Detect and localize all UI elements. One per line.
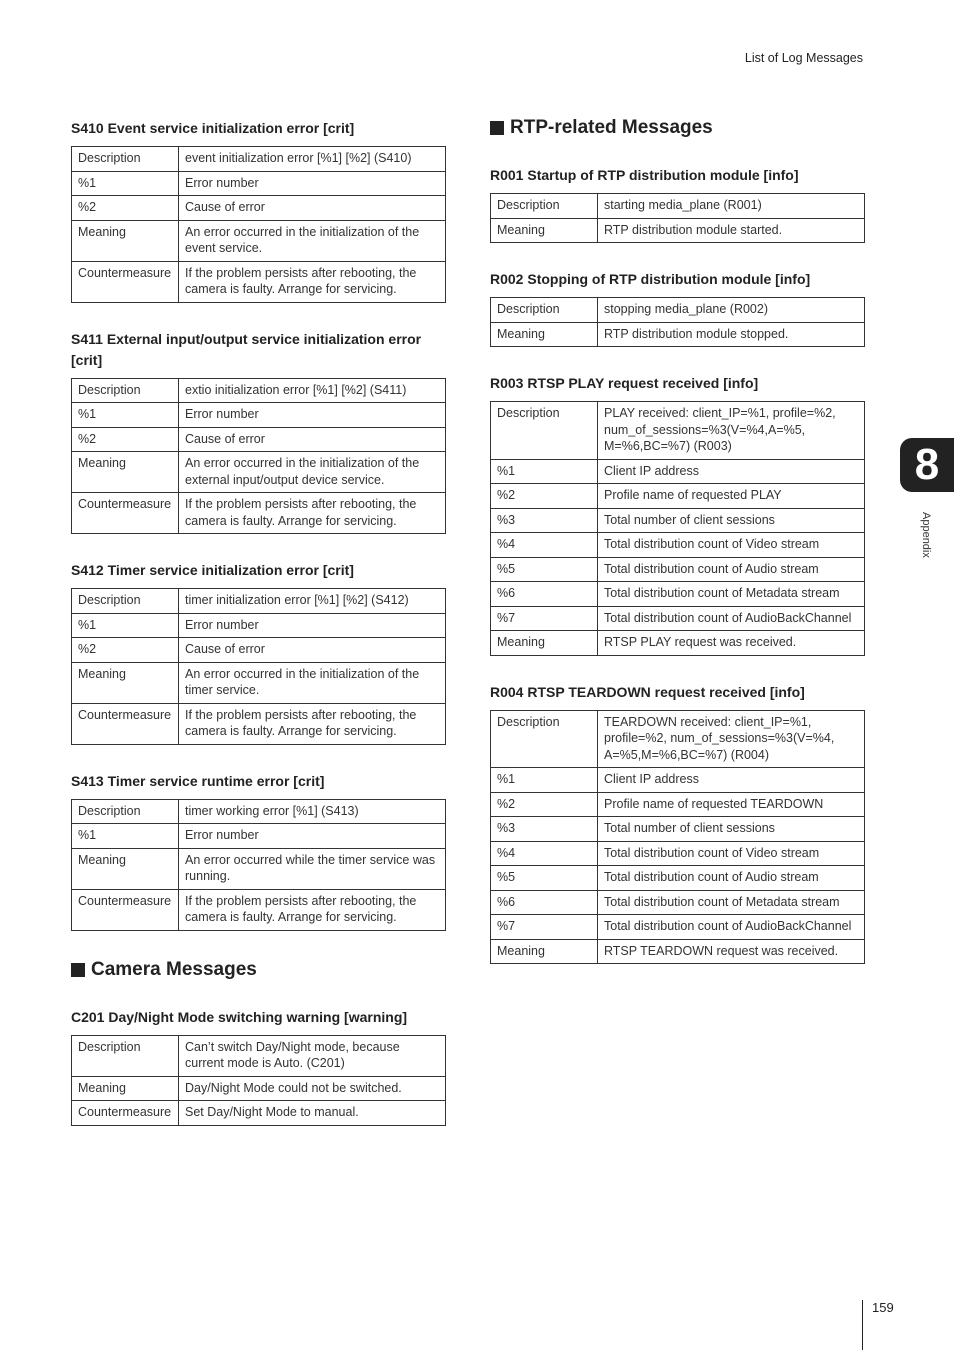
row-key: %6 — [491, 582, 598, 607]
row-value: Error number — [179, 171, 446, 196]
row-key: Description — [491, 402, 598, 460]
row-key: Description — [72, 1035, 179, 1076]
table-row — [491, 841, 865, 866]
row-key: %7 — [491, 606, 598, 631]
row-value: event initialization error [%1] [%2] (S410) — [179, 147, 446, 172]
row-key: Meaning — [72, 1076, 179, 1101]
row-key: Meaning — [72, 220, 179, 261]
row-key: Meaning — [491, 939, 598, 964]
row-key: Countermeasure — [72, 1101, 179, 1126]
row-key: %1 — [491, 768, 598, 793]
table-row — [491, 402, 865, 460]
log-message-block — [71, 329, 446, 535]
table-row — [72, 848, 446, 889]
row-value: Total distribution count of AudioBackChannel — [598, 606, 865, 631]
row-value: An error occurred in the initialization of the event service. — [179, 220, 446, 261]
row-key: Meaning — [491, 218, 598, 243]
message-title: S410 Event service initialization error [crit] — [71, 120, 355, 136]
row-key: %3 — [491, 508, 598, 533]
section-title-text: Camera Messages — [91, 958, 257, 980]
table-row — [72, 613, 446, 638]
table-row — [491, 582, 865, 607]
table-row — [491, 484, 865, 509]
table-row — [72, 1035, 446, 1076]
row-value: Error number — [179, 403, 446, 428]
row-key: Description — [491, 298, 598, 323]
row-value: RTP distribution module stopped. — [598, 322, 865, 347]
row-key: %2 — [491, 484, 598, 509]
table-row — [72, 261, 446, 302]
row-key: Countermeasure — [72, 889, 179, 930]
message-table — [71, 588, 446, 745]
table-row — [72, 799, 446, 824]
row-key: Description — [72, 147, 179, 172]
row-value: Total distribution count of Audio stream — [598, 557, 865, 582]
row-key: Countermeasure — [72, 261, 179, 302]
row-value: If the problem persists after rebooting, the camera is faulty. Arrange for servicing. — [179, 889, 446, 930]
row-value: Total distribution count of Video stream — [598, 841, 865, 866]
table-row — [72, 171, 446, 196]
message-table — [71, 1035, 446, 1126]
log-message-block — [71, 560, 446, 745]
left-column — [71, 0, 446, 1126]
table-row — [491, 768, 865, 793]
row-value: RTSP PLAY request was received. — [598, 631, 865, 656]
row-value: timer initialization error [%1] [%2] (S412) — [179, 589, 446, 614]
table-row — [72, 662, 446, 703]
row-value: stopping media_plane (R002) — [598, 298, 865, 323]
row-value: Can’t switch Day/Night mode, because current mode is Auto. (C201) — [179, 1035, 446, 1076]
table-row — [72, 1076, 446, 1101]
table-row — [491, 631, 865, 656]
row-key: %5 — [491, 866, 598, 891]
row-value: Error number — [179, 824, 446, 849]
table-row — [491, 606, 865, 631]
table-row — [72, 403, 446, 428]
row-value: starting media_plane (R001) — [598, 194, 865, 219]
table-row — [72, 1101, 446, 1126]
row-value: RTSP TEARDOWN request was received. — [598, 939, 865, 964]
row-value: An error occurred in the initialization of the timer service. — [179, 662, 446, 703]
table-row — [72, 824, 446, 849]
row-key: %1 — [72, 403, 179, 428]
table-row — [491, 710, 865, 768]
right-column — [490, 0, 865, 964]
table-row — [491, 459, 865, 484]
row-value: PLAY received: client_IP=%1, profile=%2, num_of_sessions=%3(V=%4,A=%5, M=%6,BC=%7) (R003) — [598, 402, 865, 460]
row-value: TEARDOWN received: client_IP=%1, profile=%2, num_of_sessions=%3(V=%4, A=%5,M=%6,BC=%7) (R004) — [598, 710, 865, 768]
row-value: Profile name of requested TEARDOWN — [598, 792, 865, 817]
message-title: R003 RTSP PLAY request received [info] — [490, 375, 759, 391]
row-value: Error number — [179, 613, 446, 638]
table-row — [491, 890, 865, 915]
row-key: %2 — [72, 638, 179, 663]
row-value: Client IP address — [598, 459, 865, 484]
message-title: S411 External input/output service initialization error [crit] — [71, 330, 422, 368]
row-key: %2 — [72, 427, 179, 452]
row-value: Total number of client sessions — [598, 508, 865, 533]
chapter-number: 8 — [914, 440, 940, 489]
row-key: %2 — [72, 196, 179, 221]
row-value: If the problem persists after rebooting, the camera is faulty. Arrange for servicing. — [179, 493, 446, 534]
message-title: R002 Stopping of RTP distribution module [info] — [490, 271, 811, 287]
row-key: %4 — [491, 841, 598, 866]
section-heading — [490, 117, 865, 139]
chapter-label: Appendix — [920, 512, 932, 558]
row-key: Countermeasure — [72, 703, 179, 744]
row-value: Total distribution count of Metadata stream — [598, 890, 865, 915]
row-key: Meaning — [72, 662, 179, 703]
row-value: Client IP address — [598, 768, 865, 793]
row-value: Profile name of requested PLAY — [598, 484, 865, 509]
row-key: Description — [72, 589, 179, 614]
section-heading — [71, 959, 446, 981]
table-row — [72, 220, 446, 261]
row-key: %3 — [491, 817, 598, 842]
message-table — [490, 401, 865, 656]
table-row — [491, 792, 865, 817]
log-message-block — [490, 373, 865, 656]
row-value: Total distribution count of Video stream — [598, 533, 865, 558]
row-value: An error occurred in the initialization of the external input/output device service. — [179, 452, 446, 493]
table-row — [72, 493, 446, 534]
row-key: %1 — [491, 459, 598, 484]
chapter-tab[interactable] — [900, 438, 954, 492]
table-row — [491, 866, 865, 891]
row-key: Meaning — [72, 452, 179, 493]
message-table — [71, 799, 446, 931]
row-value: If the problem persists after rebooting, the camera is faulty. Arrange for servicing. — [179, 261, 446, 302]
section-title-text: RTP-related Messages — [510, 117, 713, 138]
square-bullet-icon — [490, 121, 504, 135]
row-value: extio initialization error [%1] [%2] (S411) — [179, 378, 446, 403]
row-value: Total distribution count of Metadata stream — [598, 582, 865, 607]
message-title: R001 Startup of RTP distribution module [info] — [490, 167, 799, 183]
table-row — [72, 147, 446, 172]
row-value: Total distribution count of AudioBackChannel — [598, 915, 865, 940]
square-bullet-icon — [71, 963, 85, 977]
row-key: Description — [72, 378, 179, 403]
table-row — [491, 915, 865, 940]
message-table — [490, 297, 865, 347]
log-message-block — [71, 771, 446, 931]
message-table — [71, 378, 446, 535]
log-message-block — [490, 165, 865, 243]
row-value: Set Day/Night Mode to manual. — [179, 1101, 446, 1126]
table-row — [491, 298, 865, 323]
row-key: %2 — [491, 792, 598, 817]
row-key: Meaning — [491, 631, 598, 656]
table-row — [491, 194, 865, 219]
row-value: timer working error [%1] (S413) — [179, 799, 446, 824]
log-message-block — [490, 269, 865, 347]
table-row — [72, 452, 446, 493]
page-number-rule — [862, 1300, 863, 1350]
row-key: %1 — [72, 171, 179, 196]
row-key: %5 — [491, 557, 598, 582]
message-table — [490, 710, 865, 965]
table-row — [72, 196, 446, 221]
table-row — [491, 533, 865, 558]
row-value: Day/Night Mode could not be switched. — [179, 1076, 446, 1101]
row-key: %4 — [491, 533, 598, 558]
table-row — [72, 703, 446, 744]
row-value: Cause of error — [179, 638, 446, 663]
message-title: C201 Day/Night Mode switching warning [warning] — [71, 1008, 408, 1025]
log-message-block — [71, 118, 446, 303]
table-row — [491, 817, 865, 842]
message-table — [490, 193, 865, 243]
row-value: Total distribution count of Audio stream — [598, 866, 865, 891]
table-row — [491, 218, 865, 243]
table-row — [72, 638, 446, 663]
row-key: %1 — [72, 613, 179, 638]
table-row — [72, 378, 446, 403]
row-key: Description — [491, 710, 598, 768]
page-number: 159 — [872, 1300, 894, 1315]
running-header: List of Log Messages — [744, 51, 863, 65]
message-title: S413 Timer service runtime error [crit] — [71, 772, 325, 789]
table-row — [491, 557, 865, 582]
row-value: If the problem persists after rebooting, the camera is faulty. Arrange for servicing. — [179, 703, 446, 744]
row-key: Countermeasure — [72, 493, 179, 534]
row-value: RTP distribution module started. — [598, 218, 865, 243]
table-row — [72, 427, 446, 452]
row-value: An error occurred while the timer service was running. — [179, 848, 446, 889]
message-title: R004 RTSP TEARDOWN request received [info] — [490, 683, 805, 700]
table-row — [72, 889, 446, 930]
table-row — [72, 589, 446, 614]
row-key: %7 — [491, 915, 598, 940]
message-table — [71, 146, 446, 303]
row-value: Cause of error — [179, 427, 446, 452]
log-message-block — [490, 682, 865, 965]
row-key: %1 — [72, 824, 179, 849]
log-message-block — [71, 1007, 446, 1126]
row-value: Total number of client sessions — [598, 817, 865, 842]
table-row — [491, 939, 865, 964]
row-key: Meaning — [491, 322, 598, 347]
row-value: Cause of error — [179, 196, 446, 221]
row-key: %6 — [491, 890, 598, 915]
row-key: Meaning — [72, 848, 179, 889]
row-key: Description — [72, 799, 179, 824]
row-key: Description — [491, 194, 598, 219]
message-title: S412 Timer service initialization error [crit] — [71, 562, 354, 578]
table-row — [491, 322, 865, 347]
table-row — [491, 508, 865, 533]
